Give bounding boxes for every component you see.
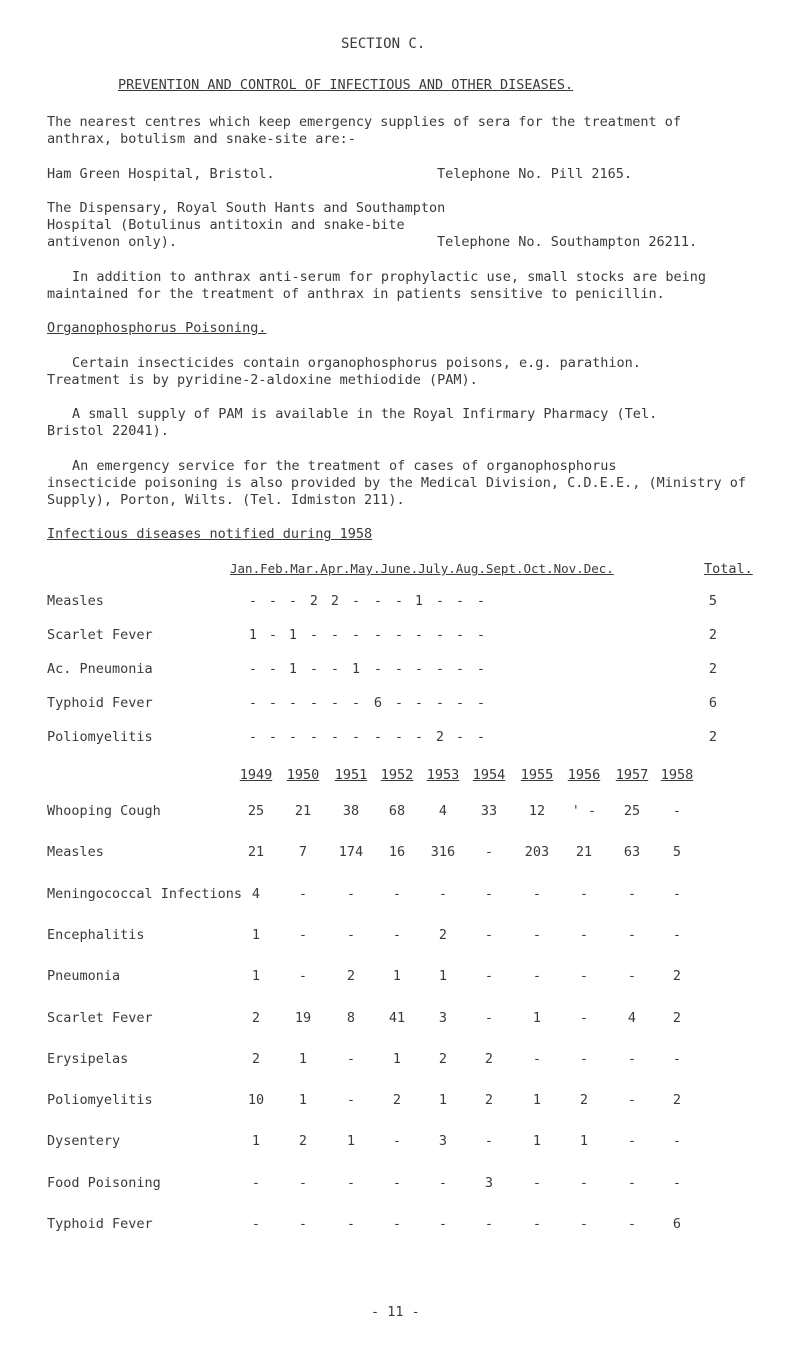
monthly-cell: - xyxy=(373,593,383,609)
monthly-header-total: Total. xyxy=(704,561,753,577)
monthly-cell: - xyxy=(351,695,361,711)
monthly-cell: - xyxy=(248,661,258,677)
yearly-cell: 174 xyxy=(338,844,364,860)
yearly-cell: - xyxy=(346,1175,356,1191)
yearly-cell: 2 xyxy=(346,968,356,984)
monthly-cell: - xyxy=(309,695,319,711)
monthly-cell: - xyxy=(394,729,404,745)
monthly-cell: - xyxy=(268,695,278,711)
yearly-cell: - xyxy=(392,886,402,902)
yearly-cell: 1 xyxy=(298,1051,308,1067)
monthly-cell: 2 xyxy=(309,593,319,609)
yearly-cell: 2 xyxy=(484,1051,494,1067)
monthly-cell: - xyxy=(330,661,340,677)
centre-2-line-2: Hospital (Botulinus antitoxin and snake-bite xyxy=(47,217,405,233)
yearly-cell: 2 xyxy=(672,968,682,984)
monthly-cell: - xyxy=(248,593,258,609)
yearly-cell: - xyxy=(532,886,542,902)
yearly-cell: - xyxy=(532,927,542,943)
yearly-cell: - xyxy=(627,968,637,984)
monthly-cell: - xyxy=(351,729,361,745)
yearly-cell: - xyxy=(532,1216,542,1232)
yearly-cell: 16 xyxy=(388,844,406,860)
yearly-cell: 1 xyxy=(346,1133,356,1149)
yearly-cell: 41 xyxy=(388,1010,406,1026)
monthly-cell: - xyxy=(435,593,445,609)
yearly-row-label: Scarlet Fever xyxy=(47,1010,153,1026)
yearly-cell: 68 xyxy=(388,803,406,819)
yearly-cell: - xyxy=(438,1216,448,1232)
monthly-cell: - xyxy=(330,729,340,745)
yearly-cell: 3 xyxy=(438,1010,448,1026)
year-header: 1952 xyxy=(380,767,414,783)
yearly-cell: - xyxy=(579,886,589,902)
yearly-cell: - xyxy=(627,1051,637,1067)
centre-1-phone: Telephone No. Pill 2165. xyxy=(437,166,633,182)
op-para-2-line-2: Bristol 22041). xyxy=(47,423,169,439)
yearly-row-label: Dysentery xyxy=(47,1133,121,1149)
op-para-2-line-1: A small supply of PAM is available in the Royal Infirmary Pharmacy (Tel. xyxy=(72,406,658,422)
yearly-cell: 2 xyxy=(298,1133,308,1149)
yearly-cell: 4 xyxy=(627,1010,637,1026)
yearly-row-label: Erysipelas xyxy=(47,1051,129,1067)
monthly-cell: - xyxy=(394,695,404,711)
yearly-cell: - xyxy=(484,968,494,984)
monthly-row-label: Scarlet Fever xyxy=(47,627,153,643)
yearly-cell: - xyxy=(298,1175,308,1191)
monthly-cell: - xyxy=(330,627,340,643)
yearly-cell: ' - xyxy=(571,803,597,819)
yearly-cell: 1 xyxy=(392,968,402,984)
yearly-cell: - xyxy=(579,1010,589,1026)
monthly-cell: - xyxy=(414,695,424,711)
monthly-cell: - xyxy=(455,695,465,711)
monthly-total: 5 xyxy=(708,593,718,609)
yearly-cell: 4 xyxy=(438,803,448,819)
monthly-row-label: Typhoid Fever xyxy=(47,695,153,711)
monthly-cell: - xyxy=(476,695,486,711)
year-header: 1953 xyxy=(426,767,460,783)
yearly-cell: 2 xyxy=(672,1092,682,1108)
yearly-cell: 1 xyxy=(298,1092,308,1108)
monthly-row-label: Poliomyelitis xyxy=(47,729,153,745)
yearly-cell: - xyxy=(346,886,356,902)
yearly-row-label: Meningococcal Infections xyxy=(47,886,243,902)
monthly-cell: - xyxy=(455,729,465,745)
subheading-organophosphorus: Organophosphorus Poisoning. xyxy=(47,320,267,336)
yearly-cell: 25 xyxy=(623,803,641,819)
intro-line-1: The nearest centres which keep emergency supplies of sera for the treatment of xyxy=(47,114,681,130)
centre-1: Ham Green Hospital, Bristol. xyxy=(47,166,275,182)
centre-2-line-1: The Dispensary, Royal South Hants and Southampton xyxy=(47,200,446,216)
yearly-cell: - xyxy=(346,1216,356,1232)
monthly-cell: 1 xyxy=(288,627,298,643)
year-header: 1958 xyxy=(660,767,694,783)
yearly-cell: 1 xyxy=(532,1133,542,1149)
yearly-cell: 2 xyxy=(251,1051,261,1067)
op-para-3-line-2: insecticide poisoning is also provided by the Medical Division, C.D.E.E., (Ministry of xyxy=(47,475,746,491)
yearly-row-label: Food Poisoning xyxy=(47,1175,161,1191)
monthly-cell: - xyxy=(435,695,445,711)
monthly-cell: - xyxy=(476,729,486,745)
yearly-cell: - xyxy=(438,1175,448,1191)
yearly-cell: 21 xyxy=(294,803,312,819)
yearly-cell: - xyxy=(579,1216,589,1232)
page-heading: PREVENTION AND CONTROL OF INFECTIOUS AND OTHER DISEASES. xyxy=(118,77,574,93)
monthly-cell: - xyxy=(288,695,298,711)
monthly-cell: - xyxy=(435,627,445,643)
yearly-row-label: Encephalitis xyxy=(47,927,145,943)
monthly-cell: - xyxy=(414,729,424,745)
monthly-cell: - xyxy=(414,661,424,677)
monthly-cell: - xyxy=(309,627,319,643)
yearly-cell: - xyxy=(392,1175,402,1191)
yearly-cell: 12 xyxy=(528,803,546,819)
yearly-cell: 2 xyxy=(438,1051,448,1067)
yearly-row-label: Typhoid Fever xyxy=(47,1216,153,1232)
yearly-cell: - xyxy=(579,968,589,984)
monthly-cell: - xyxy=(268,627,278,643)
yearly-cell: 1 xyxy=(251,968,261,984)
yearly-cell: - xyxy=(484,927,494,943)
monthly-cell: 6 xyxy=(373,695,383,711)
yearly-row-label: Whooping Cough xyxy=(47,803,161,819)
yearly-cell: - xyxy=(532,968,542,984)
monthly-cell: - xyxy=(268,729,278,745)
yearly-cell: 63 xyxy=(623,844,641,860)
yearly-cell: - xyxy=(298,968,308,984)
yearly-cell: - xyxy=(484,1133,494,1149)
year-header: 1954 xyxy=(472,767,506,783)
yearly-cell: - xyxy=(672,1133,682,1149)
yearly-cell: - xyxy=(672,1051,682,1067)
intro-line-2: anthrax, botulism and snake-site are:- xyxy=(47,131,356,147)
yearly-cell: 10 xyxy=(247,1092,265,1108)
yearly-cell: - xyxy=(392,927,402,943)
yearly-cell: - xyxy=(251,1216,261,1232)
yearly-cell: - xyxy=(627,1133,637,1149)
monthly-total: 2 xyxy=(708,627,718,643)
monthly-cell: - xyxy=(455,593,465,609)
monthly-total: 6 xyxy=(708,695,718,711)
monthly-cell: - xyxy=(248,729,258,745)
yearly-cell: - xyxy=(298,927,308,943)
monthly-cell: - xyxy=(309,729,319,745)
year-header: 1956 xyxy=(567,767,601,783)
anthrax-para-line-2: maintained for the treatment of anthrax in patients sensitive to penicillin. xyxy=(47,286,665,302)
yearly-cell: - xyxy=(579,1051,589,1067)
yearly-cell: 1 xyxy=(438,968,448,984)
yearly-cell: 1 xyxy=(392,1051,402,1067)
yearly-cell: 1 xyxy=(438,1092,448,1108)
yearly-cell: 316 xyxy=(430,844,456,860)
monthly-cell: - xyxy=(351,627,361,643)
yearly-cell: - xyxy=(251,1175,261,1191)
yearly-cell: - xyxy=(346,927,356,943)
yearly-cell: - xyxy=(532,1175,542,1191)
monthly-total: 2 xyxy=(708,729,718,745)
yearly-cell: - xyxy=(532,1051,542,1067)
yearly-cell: - xyxy=(627,1216,637,1232)
yearly-cell: 2 xyxy=(672,1010,682,1026)
monthly-cell: - xyxy=(394,627,404,643)
yearly-cell: - xyxy=(627,886,637,902)
monthly-cell: - xyxy=(455,627,465,643)
monthly-cell: - xyxy=(435,661,445,677)
centre-2-phone: Telephone No. Southampton 26211. xyxy=(437,234,698,250)
yearly-cell: 1 xyxy=(251,1133,261,1149)
yearly-cell: 21 xyxy=(575,844,593,860)
yearly-cell: 8 xyxy=(346,1010,356,1026)
yearly-cell: 33 xyxy=(480,803,498,819)
yearly-cell: 203 xyxy=(524,844,550,860)
yearly-cell: 25 xyxy=(247,803,265,819)
op-para-3-line-3: Supply), Porton, Wilts. (Tel. Idmiston 211). xyxy=(47,492,405,508)
yearly-cell: 2 xyxy=(579,1092,589,1108)
monthly-cell: 2 xyxy=(435,729,445,745)
monthly-cell: - xyxy=(373,729,383,745)
monthly-total: 2 xyxy=(708,661,718,677)
yearly-cell: 1 xyxy=(579,1133,589,1149)
yearly-cell: - xyxy=(627,1175,637,1191)
yearly-cell: 38 xyxy=(342,803,360,819)
yearly-cell: 2 xyxy=(484,1092,494,1108)
yearly-cell: - xyxy=(298,886,308,902)
yearly-cell: 21 xyxy=(247,844,265,860)
monthly-cell: - xyxy=(476,627,486,643)
yearly-cell: - xyxy=(672,1175,682,1191)
yearly-cell: - xyxy=(672,927,682,943)
yearly-cell: 4 xyxy=(251,886,261,902)
monthly-cell: - xyxy=(455,661,465,677)
monthly-cell: 1 xyxy=(288,661,298,677)
centre-2-line-3: antivenon only). xyxy=(47,234,178,250)
yearly-cell: 1 xyxy=(251,927,261,943)
monthly-cell: - xyxy=(288,593,298,609)
section-title: SECTION C. xyxy=(341,36,426,52)
yearly-cell: - xyxy=(672,803,682,819)
monthly-cell: 2 xyxy=(330,593,340,609)
monthly-cell: - xyxy=(476,661,486,677)
anthrax-para-line-1: In addition to anthrax anti-serum for prophylactic use, small stocks are being xyxy=(72,269,706,285)
subheading-notified: Infectious diseases notified during 1958 xyxy=(47,526,373,542)
yearly-cell: - xyxy=(484,1216,494,1232)
yearly-row-label: Measles xyxy=(47,844,104,860)
yearly-cell: - xyxy=(392,1216,402,1232)
year-header: 1957 xyxy=(615,767,649,783)
monthly-cell: - xyxy=(351,593,361,609)
op-para-1-line-2: Treatment is by pyridine-2-aldoxine methiodide (PAM). xyxy=(47,372,478,388)
yearly-cell: - xyxy=(484,886,494,902)
monthly-cell: - xyxy=(373,627,383,643)
yearly-cell: 2 xyxy=(251,1010,261,1026)
monthly-cell: 1 xyxy=(351,661,361,677)
yearly-cell: 5 xyxy=(672,844,682,860)
yearly-cell: - xyxy=(484,1010,494,1026)
monthly-cell: 1 xyxy=(248,627,258,643)
monthly-cell: - xyxy=(248,695,258,711)
op-para-3-line-1: An emergency service for the treatment of cases of organophosphorus xyxy=(72,458,617,474)
yearly-cell: - xyxy=(346,1051,356,1067)
monthly-cell: - xyxy=(309,661,319,677)
yearly-cell: - xyxy=(627,1092,637,1108)
monthly-cell: - xyxy=(330,695,340,711)
op-para-1-line-1: Certain insecticides contain organophosphorus poisons, e.g. parathion. xyxy=(72,355,641,371)
yearly-cell: 1 xyxy=(532,1010,542,1026)
monthly-row-label: Measles xyxy=(47,593,104,609)
monthly-cell: - xyxy=(288,729,298,745)
monthly-cell: - xyxy=(268,593,278,609)
yearly-cell: - xyxy=(579,927,589,943)
yearly-cell: 2 xyxy=(438,927,448,943)
year-header: 1955 xyxy=(520,767,554,783)
yearly-cell: 6 xyxy=(672,1216,682,1232)
yearly-cell: - xyxy=(627,927,637,943)
page-number: - 11 - xyxy=(371,1304,420,1320)
yearly-cell: 7 xyxy=(298,844,308,860)
yearly-cell: - xyxy=(298,1216,308,1232)
monthly-cell: - xyxy=(373,661,383,677)
yearly-cell: 1 xyxy=(532,1092,542,1108)
monthly-header-months: Jan.Feb.Mar.Apr.May.June.July.Aug.Sept.Oct.Nov.Dec. xyxy=(230,561,614,576)
monthly-cell: - xyxy=(268,661,278,677)
monthly-cell: - xyxy=(394,661,404,677)
yearly-cell: - xyxy=(438,886,448,902)
yearly-cell: - xyxy=(346,1092,356,1108)
yearly-cell: - xyxy=(579,1175,589,1191)
yearly-row-label: Poliomyelitis xyxy=(47,1092,153,1108)
monthly-cell: - xyxy=(414,627,424,643)
yearly-row-label: Pneumonia xyxy=(47,968,121,984)
yearly-cell: - xyxy=(392,1133,402,1149)
yearly-cell: - xyxy=(672,886,682,902)
yearly-cell: 2 xyxy=(392,1092,402,1108)
yearly-cell: 3 xyxy=(484,1175,494,1191)
monthly-cell: - xyxy=(476,593,486,609)
year-header: 1949 xyxy=(239,767,273,783)
yearly-cell: - xyxy=(484,844,494,860)
year-header: 1950 xyxy=(286,767,320,783)
yearly-cell: 19 xyxy=(294,1010,312,1026)
monthly-cell: - xyxy=(394,593,404,609)
year-header: 1951 xyxy=(334,767,368,783)
yearly-cell: 3 xyxy=(438,1133,448,1149)
monthly-row-label: Ac. Pneumonia xyxy=(47,661,153,677)
monthly-cell: 1 xyxy=(414,593,424,609)
